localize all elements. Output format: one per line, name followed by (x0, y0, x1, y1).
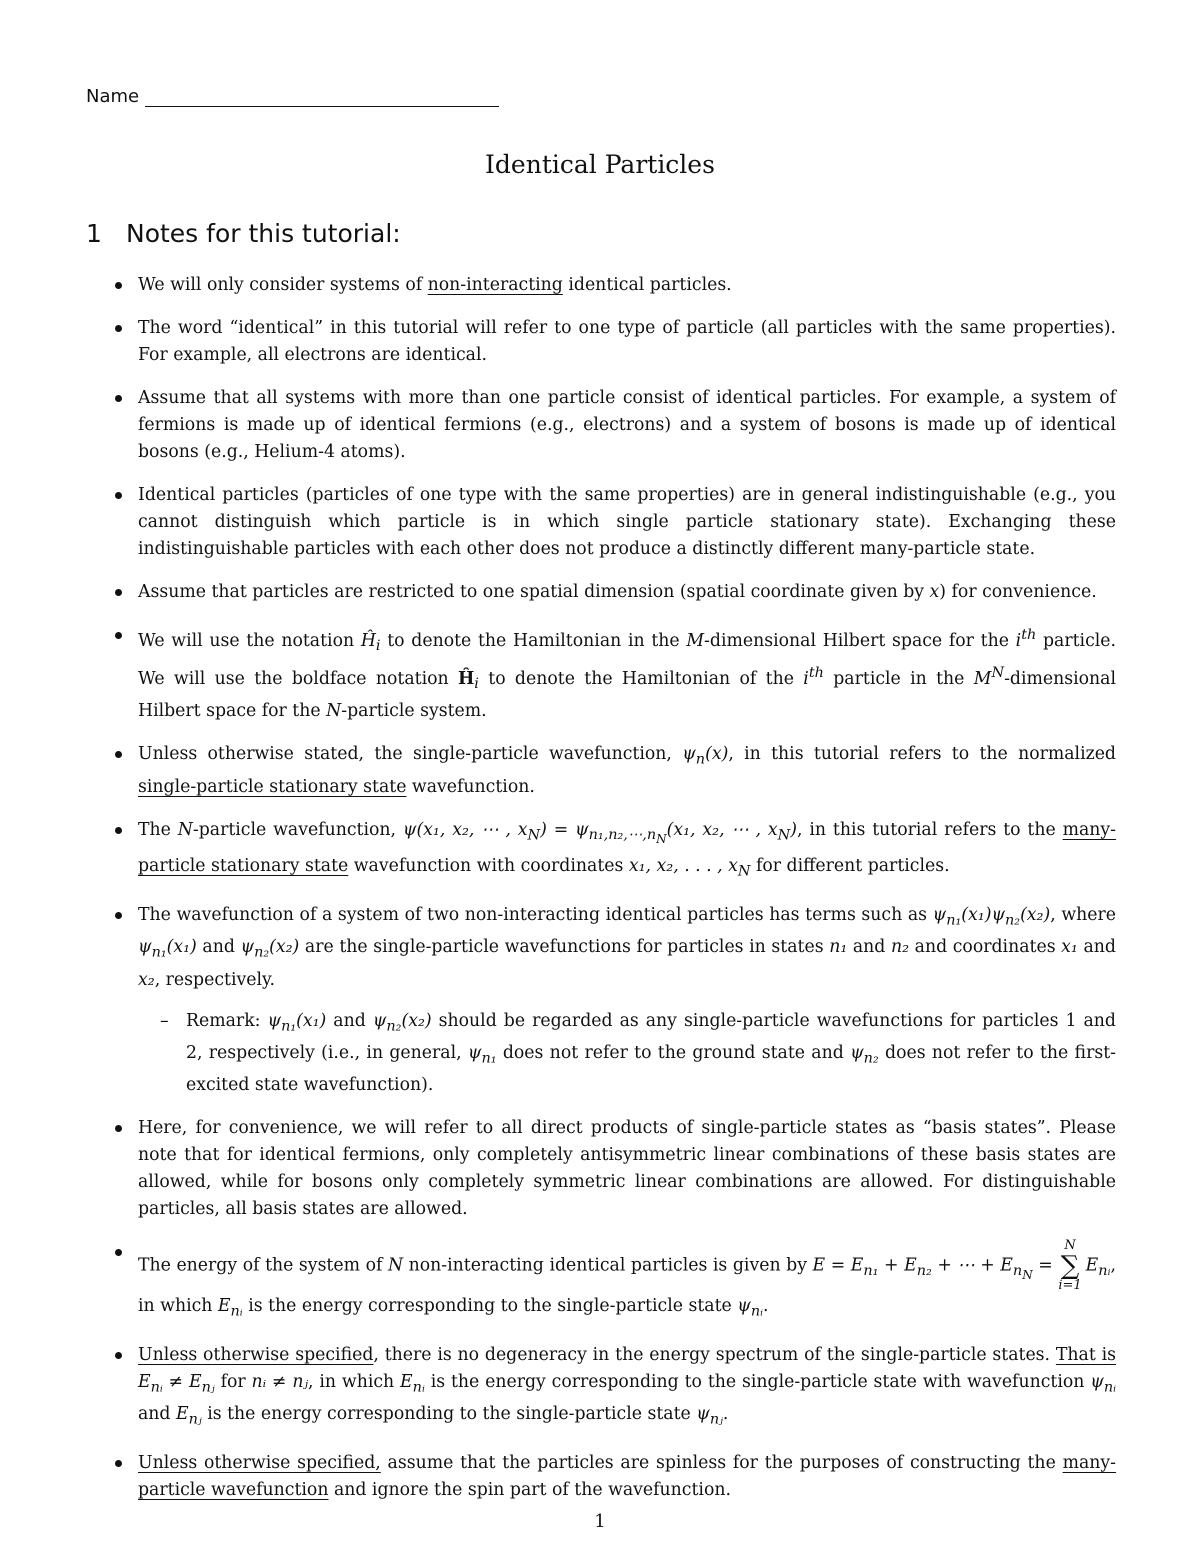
bullet-icon (115, 827, 122, 834)
section-number: 1 (86, 219, 102, 248)
list-item: The N-particle wavefunction, ψ(x₁, x₂, ⋯ , $x_N) = \psi_{n_1,n_2,\cdots,n_N}(x_1$, x₂, ⋯ , $x_N$), in this tutorial refers to the many-particle stationary state wavefunction with coordinates x₁, x₂, . . . , $x_N$ for different particles. (138, 817, 1116, 886)
bullet-icon (115, 1460, 122, 1467)
list-item: We will use the notation $Ĥ_i$ to denote the Hamiltonian in the M-dimensional Hilbert space for the $i^{th}$ particle. We will use the boldface notation $Ĥ_i$ to denote the Hamiltonian of the $i^{th}$ particle in the $M^N$-dimensional Hilbert space for the N-particle system. (138, 622, 1116, 725)
bullet-icon (115, 912, 122, 919)
list-item: Identical particles (particles of one type with the same properties) are in general indistinguishable (e.g., you cannot distinguish which particle is in which single particle stationary state). Exchanging these indistinguishable particles with each other does not produce a distinctly different many-particle state. (138, 482, 1116, 563)
section-heading (86, 219, 401, 248)
list-item: Here, for convenience, we will refer to all direct products of single-particle states as “basis states”. Please note that for identical fermions, only completely antisymmetric linear combinations of these basis states are allowed, while for bosons only completely symmetric linear combinations are allowed. For distinguishable particles, all basis states are allowed. (138, 1115, 1116, 1223)
document-title: Identical Particles (485, 150, 715, 179)
bullet-icon (115, 325, 122, 332)
name-field (86, 86, 499, 107)
notes-list (138, 272, 1116, 1520)
list-item: We will only consider systems of non-interacting identical particles. (138, 272, 1116, 299)
list-item: Assume that all systems with more than one particle consist of identical particles. For example, a system of fermions is made up of identical fermions (e.g., electrons) and a system of bosons is made up of identical bosons (e.g., Helium-4 atoms). (138, 385, 1116, 466)
list-item: Unless otherwise specified, there is no degeneracy in the energy spectrum of the single-particle states. That is $E_{nᵢ} \ne E_{nⱼ}$ for nᵢ ≠ nⱼ, in which $E_{nᵢ}$ is the energy corresponding to the single-particle state with wavefunction $\psi_{nᵢ}$ and $E_{nⱼ}$ is the energy corresponding to the single-particle state $\psi_{nⱼ}$. (138, 1342, 1116, 1434)
list-item: The energy of the system of N non-interacting identical particles is given by $E = E_{n_1} + E_{n_2}$ + ⋯ + $E_{n_N} = N$ ∑ $i=1E_{nᵢ}$, in which $E_{nᵢ}$ is the energy corresponding to the single-particle state $\psi_{nᵢ}$. (138, 1239, 1116, 1325)
list-item: Unless otherwise specified, assume that the particles are spinless for the purposes of constructing the many-particle wavefunction and ignore the spin part of the wavefunction. (138, 1450, 1116, 1504)
list-item: Unless otherwise stated, the single-particle wavefunction, $\psi_n(x)$, in this tutorial refers to the normalized single-particle stationary state wavefunction. (138, 741, 1116, 800)
list-item: The word “identical” in this tutorial will refer to one type of particle (all particles with the same properties). For example, all electrons are identical. (138, 315, 1116, 369)
list-item: The wavefunction of a system of two non-interacting identical particles has terms such as $\psi_{n_1}(x_1)\psi_{n_2}(x_2)$, where $\psi_{n_1}(x_1)$ and $\psi_{n_2}(x_2)$ are the single-particle wavefunctions for particles in states n₁ and n₂ and coordinates x₁ and x₂, respectively. (138, 902, 1116, 994)
sub-list-item: – Remark: $\psi_{n_1}(x_1)$ and $\psi_{n_2}(x_2)$ should be regarded as any single-particle wavefunctions for particles 1 and 2, respectively (i.e., in general, $\psi_{n_1}$ does not refer to the ground state and $\psi_{n_2}$ does not refer to the first-excited state wavefunction). (186, 1008, 1116, 1100)
bullet-icon (115, 282, 122, 289)
page-number: 1 (594, 1511, 606, 1532)
list-item: Assume that particles are restricted to one spatial dimension (spatial coordinate given by x) for convenience. (138, 579, 1116, 606)
bullet-icon (115, 632, 122, 639)
bullet-icon (115, 589, 122, 596)
bullet-icon (115, 1352, 122, 1359)
name-blank-line[interactable] (145, 86, 499, 107)
bullet-icon (115, 1249, 122, 1256)
name-label: Name (86, 86, 140, 107)
bullet-icon (115, 395, 122, 402)
section-title: Notes for this tutorial: (126, 219, 401, 248)
dash-marker: – (160, 1010, 169, 1031)
bullet-icon (115, 492, 122, 499)
bullet-icon (115, 1125, 122, 1132)
bullet-icon (115, 751, 122, 758)
summation-symbol: N ∑ i=1 (1058, 1238, 1082, 1294)
